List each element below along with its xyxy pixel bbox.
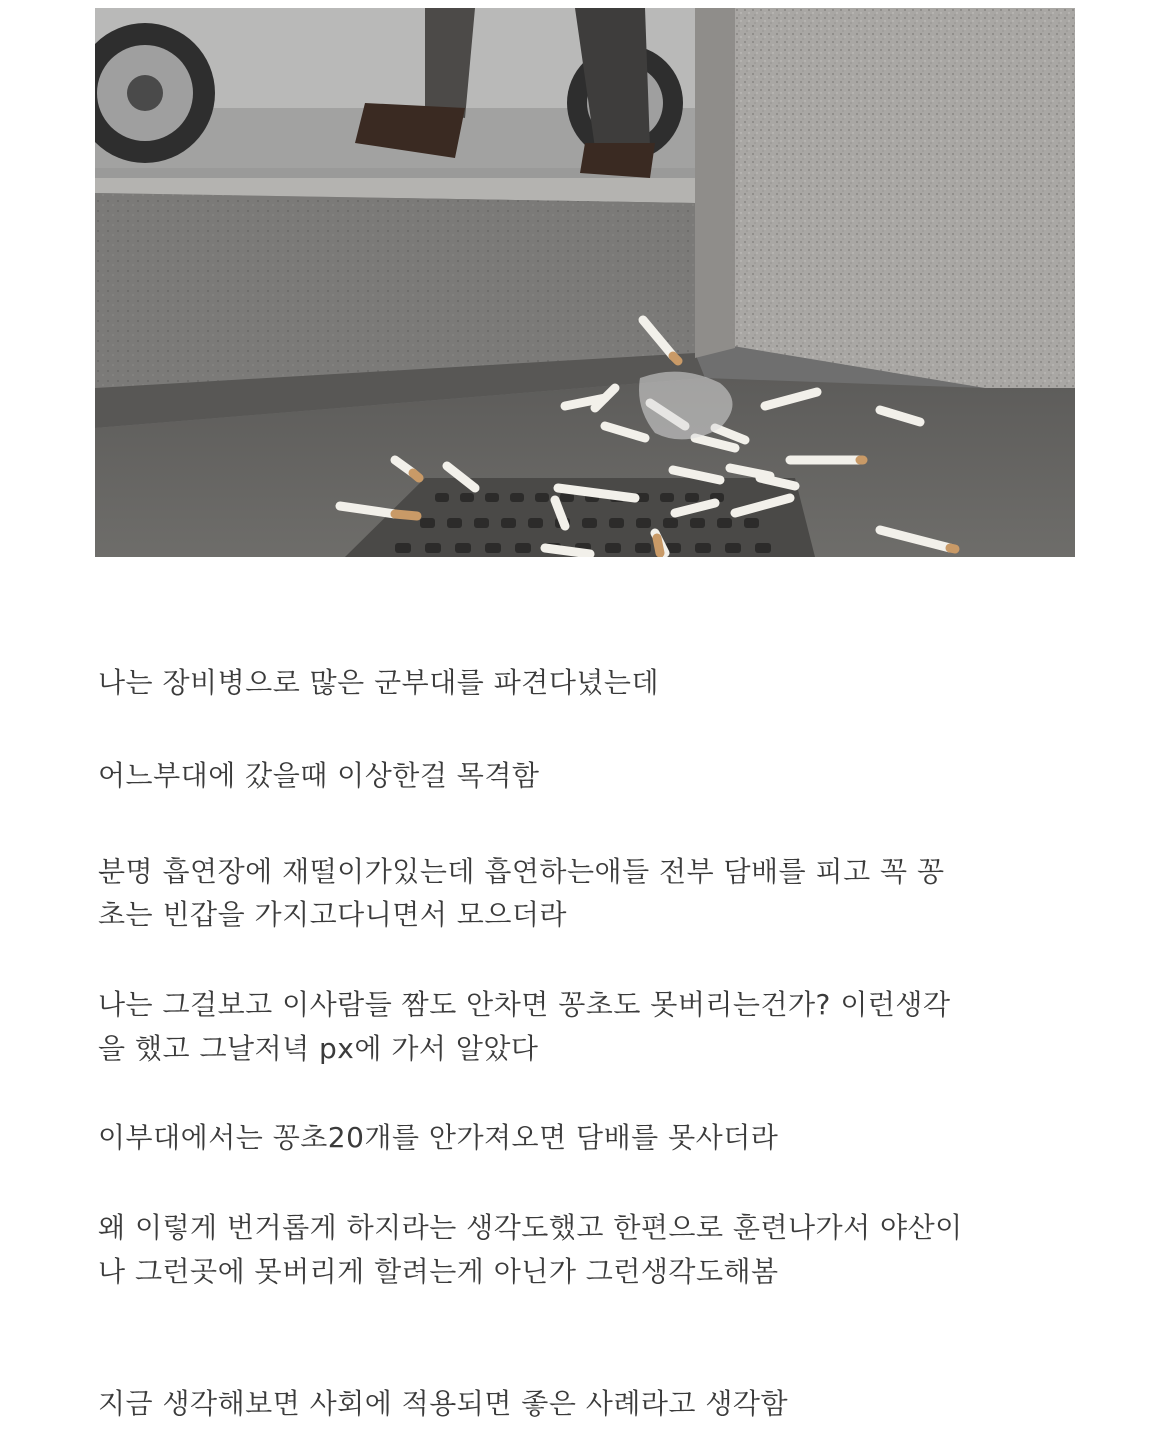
post-line: 어느부대에 갔을때 이상한걸 목격함	[98, 759, 540, 792]
post-line: 나는 그걸보고 이사람들 짬도 안차면 꽁초도 못버리는건가? 이런생각	[98, 988, 951, 1021]
post-line: 지금 생각해보면 사회에 적용되면 좋은 사례라고 생각함	[98, 1387, 789, 1420]
post-line: 분명 흡연장에 재떨이가있는데 흡연하는애들 전부 담배를 피고 꼭 꽁	[98, 855, 945, 888]
post-line: 나 그런곳에 못버리게 할려는게 아닌가 그런생각도해봄	[98, 1255, 779, 1288]
post-line: 이부대에서는 꽁초20개를 안가져오면 담배를 못사더라	[98, 1121, 779, 1154]
post-line: 을 했고 그날저녁 px에 가서 알았다	[98, 1032, 539, 1065]
post-line: 왜 이렇게 번거롭게 하지라는 생각도했고 한편으로 훈련나가서 야산이	[98, 1211, 963, 1244]
post-line: 초는 빈갑을 가지고다니면서 모으더라	[98, 898, 567, 931]
cigarette-butts-photo	[95, 8, 1075, 557]
post-photo	[95, 8, 1075, 557]
post-line: 나는 장비병으로 많은 군부대를 파견다녔는데	[98, 666, 660, 699]
